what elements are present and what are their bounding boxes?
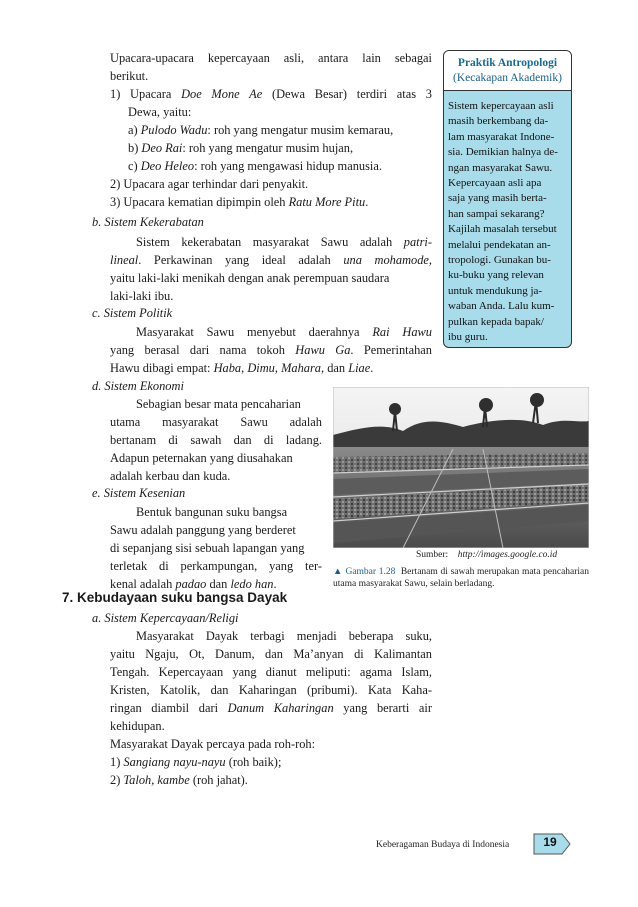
subsection-heading: b. Sistem Kekerabatan xyxy=(92,215,204,229)
paragraph-line: kehidupan. xyxy=(110,719,165,733)
rice-field-image xyxy=(333,387,589,548)
paragraph-line: Masyarakat Sawu menyebut daerahnya Rai Hawu xyxy=(136,325,432,339)
paragraph-line: yaitu laki-laki menikah dengan anak perempuan saudara xyxy=(110,271,390,285)
figure-caption-text: Bertanam di sawah merupakan mata pencaharian utama masyarakat Sawu, selain berladang. xyxy=(333,567,590,589)
sidebar-line: Kepercayaan asli apa xyxy=(448,177,542,190)
page-number: 19 xyxy=(543,835,557,849)
paragraph-line: Upacara-upacara kepercayaan asli, antara lain sebagai xyxy=(110,51,432,65)
sidebar-line: masih berkembang da- xyxy=(448,115,549,128)
page-number-badge xyxy=(532,832,572,856)
footer-title: Keberagaman Budaya di Indonesia xyxy=(376,840,510,850)
sidebar-line: waban Anda. Lalu kum- xyxy=(448,300,555,313)
paragraph-line: Tengah. Kepercayaan yang dianut meliputi: agama Islam, xyxy=(110,665,432,679)
subsection-heading: a. Sistem Kepercayaan/Religi xyxy=(92,611,239,625)
paragraph-line: yang berasal dari nama tokoh Hawu Ga. Pemerintahan xyxy=(110,343,432,357)
practice-sidebar xyxy=(443,50,572,348)
sidebar-line: tropologi. Gunakan bu- xyxy=(448,254,551,267)
paragraph-line: di sepanjang sisi sebuah lapangan yang xyxy=(110,541,305,555)
sidebar-line: untuk mendukung ja- xyxy=(448,284,543,297)
sidebar-line: sia. Demikian halnya de- xyxy=(448,146,558,159)
paragraph-line: lineal. Perkawinan yang ideal adalah una mohamode, xyxy=(110,253,433,267)
sidebar-line: lam masyarakat Indone- xyxy=(448,130,555,143)
sidebar-body xyxy=(448,99,566,346)
subsection-heading: e. Sistem Kesenian xyxy=(92,486,186,500)
paragraph-line: bertanam di sawah dan di ladang. xyxy=(110,433,322,447)
paragraph-line: Masyarakat Dayak terbagi menjadi beberapa suku, xyxy=(136,629,432,643)
paragraph-line: utama masyarakat Sawu adalah xyxy=(110,415,322,429)
list-item: 3) Upacara kematian dipimpin oleh Ratu More Pitu. xyxy=(110,195,369,209)
paragraph-line: yaitu Ngaju, Ot, Danum, dan Ma’anyan di Kalimantan xyxy=(110,647,432,661)
paragraph-line: Kristen, Katolik, dan Kaharingan (pribumi). Kata Kaha- xyxy=(110,683,432,697)
sidebar-line: pulkan kepada bapak/ xyxy=(448,315,544,328)
sidebar-line: Kajilah masalah tersebut xyxy=(448,223,557,236)
paragraph-line: Adapun peternakan yang diusahakan xyxy=(110,451,293,465)
list-item: 2) Upacara agar terhindar dari penyakit. xyxy=(110,177,309,191)
sidebar-line: saja yang masih berta- xyxy=(448,192,547,205)
list-item: Dewa, yaitu: xyxy=(128,105,192,119)
figure-caption xyxy=(333,566,589,590)
paragraph-line: adalah kerbau dan kuda. xyxy=(110,469,231,483)
paragraph-line: kenal adalah padao dan ledo han. xyxy=(110,577,277,591)
paragraph-line: terletak di perkampungan, yang ter- xyxy=(110,559,322,573)
subsection-heading: d. Sistem Ekonomi xyxy=(92,379,184,393)
figure-label: Gambar 1.28 xyxy=(345,567,396,577)
rice-field-photo xyxy=(333,387,589,548)
list-item: 1) Upacara Doe Mone Ae (Dewa Besar) terdiri atas 3 xyxy=(110,87,432,101)
list-item: b) Deo Rai: roh yang mengatur musim hujan, xyxy=(128,141,354,155)
paragraph-line: Sistem kekerabatan masyarakat Sawu adalah patri- xyxy=(136,235,432,249)
list-item: a) Pulodo Wadu: roh yang mengatur musim kemarau, xyxy=(128,123,394,137)
paragraph-line: laki-laki ibu. xyxy=(110,289,174,303)
list-item: 1) Sangiang nayu-nayu (roh baik); xyxy=(110,755,282,769)
paragraph-line: Hawu dibagi empat: Haba, Dimu, Mahara, dan Liae. xyxy=(110,361,374,375)
paragraph-line: ringan diambil dari Danum Kaharingan yang berarti air xyxy=(110,701,432,715)
figure-source: Sumber: http://images.google.co.id xyxy=(416,550,558,560)
sidebar-header xyxy=(444,51,571,91)
paragraph-line: Sawu adalah panggung yang berderet xyxy=(110,523,296,537)
list-item: c) Deo Heleo: roh yang mengawasi hidup manusia. xyxy=(128,159,382,173)
subsection-heading: c. Sistem Politik xyxy=(92,306,173,320)
sidebar-line: ngan masyarakat Sawu. xyxy=(448,161,553,174)
sidebar-line: ibu guru. xyxy=(448,331,488,344)
sidebar-line: ku-buku yang relevan xyxy=(448,269,544,282)
paragraph-line: Bentuk bangunan suku bangsa xyxy=(136,505,288,519)
paragraph-line: Masyarakat Dayak percaya pada roh-roh: xyxy=(110,737,316,751)
triangle-icon: ▲ xyxy=(333,567,343,577)
sidebar-title: Praktik Antropologi xyxy=(457,57,558,69)
paragraph-line: berikut. xyxy=(110,69,149,83)
paragraph-line: Sebagian besar mata pencaharian xyxy=(136,397,301,411)
section-heading: 7. Kebudayaan suku bangsa Dayak xyxy=(62,590,288,605)
sidebar-line: han sampai sekarang? xyxy=(448,207,545,220)
sidebar-line: Sistem kepercayaan asli xyxy=(448,100,554,112)
sidebar-subtitle: (Kecakapan Akademik) xyxy=(453,72,562,84)
list-item: 2) Taloh, kambe (roh jahat). xyxy=(110,773,248,787)
sidebar-line: melalui pendekatan an- xyxy=(448,238,551,251)
